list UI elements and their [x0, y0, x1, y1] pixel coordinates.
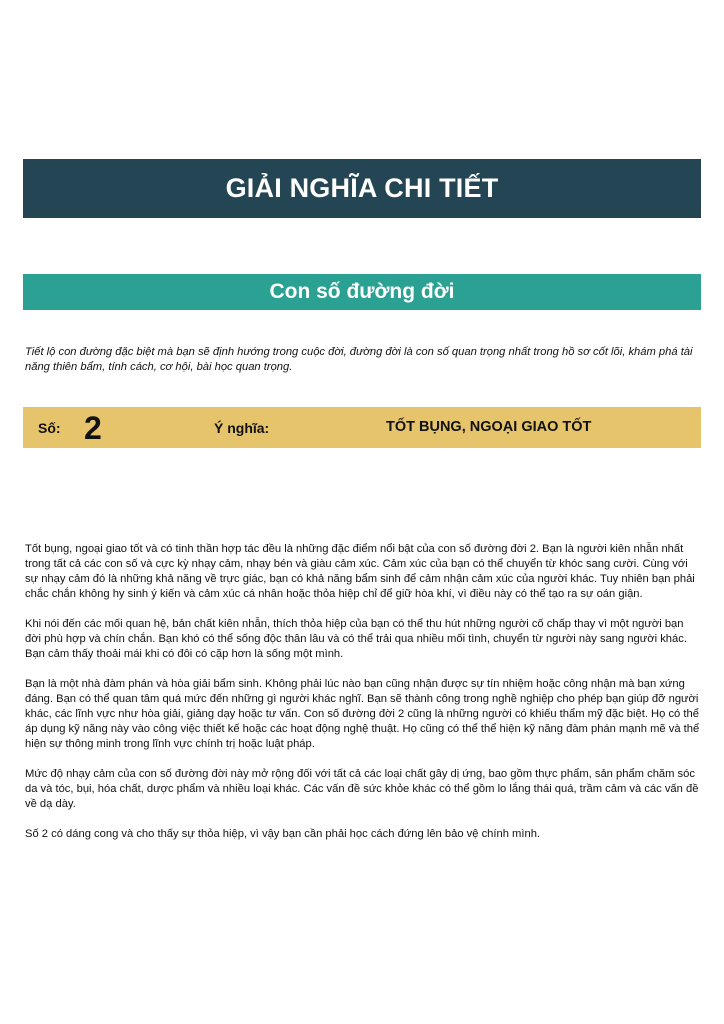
paragraph-relationships: Khi nói đến các mối quan hệ, bản chất kiên nhẫn, thích thỏa hiệp của bạn có thể thu hút những người cố chấp thay vì một người bạn đời phù hợp và chín chắn. Bạn khó có thể sống độc thân lâu và có thể trải qua nhiều mối tình, chuyển từ người này sang người khác. Bạn cảm thấy thoải mái khi có đôi có cặp hơn là sống một mình. — [25, 618, 687, 660]
section-title-banner — [23, 274, 701, 310]
paragraph-career: Bạn là một nhà đàm phán và hòa giải bẩm sinh. Không phải lúc nào bạn cũng nhận được sự tín nhiệm hoặc công nhận mà bạn xứng đáng. Bạn có thể quan tâm quá mức đến những gì người khác nghĩ. Bạn sẽ thành công trong nghề nghiệp cho phép bạn giúp đỡ người khác, các lĩnh vực như hòa giải, giảng dạy hoặc tư vấn. Con số đường đời 2 cũng là những người có khiếu thẩm mỹ đặc biệt. Họ có thể áp dụng kỹ năng này vào công việc thiết kế hoặc các hoạt động nghệ thuật. Họ cũng có thể thể hiện kỹ năng đàm phán mạnh mẽ và thể hiện sự thông minh trong lĩnh vực chính trị hoặc luật pháp. — [25, 678, 700, 750]
meaning-label: Ý nghĩa: — [214, 420, 270, 436]
meaning-value: TỐT BỤNG, NGOẠI GIAO TỐT — [386, 419, 592, 435]
page-title-banner — [23, 159, 701, 218]
number-value: 2 — [84, 410, 102, 446]
number-info-bar — [23, 407, 701, 448]
description-body — [25, 542, 701, 857]
paragraph-personality: Tốt bụng, ngoại giao tốt và có tinh thần hợp tác đều là những đặc điểm nổi bật của con số đường đời 2. Bạn là người kiên nhẫn nhất trong tất cả các con số và cực kỳ nhạy cảm, nhạy bén và giàu cảm xúc. Cảm xúc của bạn có thể chuyển từ khóc sang cười. Cùng với sự nhạy cảm đó là những khả năng về trực giác, bạn có khả năng bẩm sinh để cảm nhận cảm xúc của người khác. Tuy nhiên bạn phải chắc chắn không hy sinh ý kiến và cảm xúc cá nhân hoặc thỏa hiệp chỉ để giữ hòa khí, vì điều này có thể tạo ra sự oán giận. — [25, 543, 695, 600]
section-intro: Tiết lộ con đường đặc biệt mà bạn sẽ định hướng trong cuộc đời, đường đời là con số quan trọng nhất trong hồ sơ cốt lõi, khám phá tài năng thiên bẩm, tính cách, cơ hội, bài học quan trọng. — [25, 346, 693, 373]
section-title: Con số đường đời — [269, 280, 455, 303]
page-title: GIẢI NGHĨA CHI TIẾT — [225, 173, 499, 203]
paragraph-conclusion: Số 2 có dáng cong và cho thấy sự thỏa hiệp, vì vậy bạn cần phải học cách đứng lên bảo vệ chính mình. — [25, 828, 541, 840]
number-label: Số: — [38, 420, 61, 436]
paragraph-health: Mức độ nhạy cảm của con số đường đời này mở rộng đối với tất cả các loại chất gây dị ứng, bao gồm thực phẩm, sản phẩm chăm sóc da và tóc, bụi, hóa chất, dược phẩm và nhiều loại khác. Các vấn đề sức khỏe khác có thể gồm lo lắng thái quá, trầm cảm và các vấn đề về dạ dày. — [25, 768, 699, 810]
